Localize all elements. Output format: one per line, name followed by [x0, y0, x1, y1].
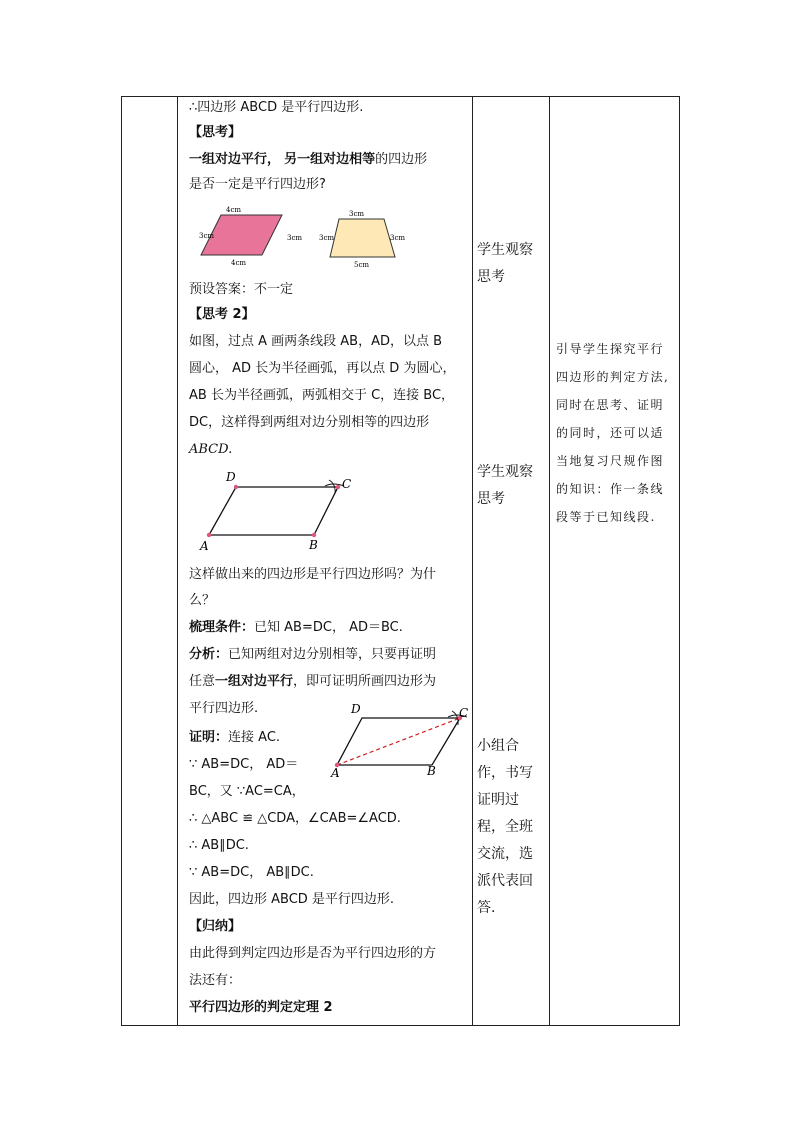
- activity-3-line: 派代表回: [477, 873, 533, 889]
- note-line: 引导学生探究平行: [556, 342, 665, 356]
- activity-2-line: 学生观察: [477, 464, 533, 480]
- label-d: D: [226, 472, 236, 484]
- note-line: 当地复习尺规作图: [556, 454, 665, 468]
- label-b: B: [427, 764, 436, 778]
- para-bottom-label: 4cm: [231, 259, 247, 267]
- point-b: [312, 533, 316, 537]
- analysis-text: 已知两组对边分别相等，只要再证明: [228, 647, 437, 662]
- label-c: C: [459, 706, 469, 720]
- label-d: D: [351, 702, 361, 716]
- analysis-line: [189, 673, 436, 691]
- activity-1-line: 学生观察: [477, 242, 533, 258]
- parallelogram-abcd: [209, 487, 338, 535]
- proof-label: 证明：: [189, 730, 229, 745]
- point-a: [207, 533, 211, 537]
- construction-figure: [199, 472, 359, 554]
- activity-3-line: 交流，选: [477, 846, 533, 862]
- column-divider-2: [472, 97, 473, 1025]
- trap-top-label: 3cm: [349, 210, 365, 218]
- activity-3-line: 程，全班: [477, 819, 533, 835]
- think-2-line: ABCD.: [189, 442, 233, 457]
- proof-line: [189, 729, 280, 747]
- proof-line: 因此，四边形 ABCD 是平行四边形.: [189, 892, 395, 907]
- note-line: 同时在思考、证明: [556, 398, 665, 412]
- trap-bottom-label: 5cm: [354, 261, 370, 268]
- conditions-label: 梳理条件：: [189, 620, 255, 635]
- analysis-line: 平行四边形.: [189, 701, 259, 716]
- note-line: 的同时，还可以适: [556, 426, 665, 440]
- note-line: 段等于已知线段.: [556, 510, 656, 524]
- trap-right-label: 3cm: [390, 234, 406, 242]
- activity-3-line: 证明过: [477, 792, 519, 808]
- activity-3-line: 答.: [477, 900, 496, 916]
- conclusion-line: ∴四边形 ABCD 是平行四边形.: [189, 100, 364, 115]
- theorem-title: 平行四边形的判定定理 2: [189, 1000, 333, 1015]
- para-top-label: 4cm: [226, 206, 242, 214]
- point-c: [336, 485, 340, 489]
- conditions-line: [189, 619, 403, 637]
- proof-line: ∴ AB∥DC.: [189, 838, 249, 853]
- summary-line: 法还有：: [189, 973, 242, 988]
- proof-line: ∵ AB=DC， AB∥DC.: [189, 865, 314, 880]
- summary-title: 【归纳】: [189, 919, 242, 934]
- activity-3-line: 作，书写: [477, 765, 533, 781]
- think-1-title: 【思考】: [189, 125, 242, 140]
- note-line: 的知识：作一条线: [556, 482, 665, 496]
- think-1-question: [189, 151, 427, 169]
- activity-3-line: 小组合: [477, 738, 519, 754]
- think-2-line: DC，这样得到两组对边分别相等的四边形: [189, 415, 430, 430]
- think-2-line: 如图，过点 A 画两条线段 AB，AD，以点 B: [189, 334, 443, 349]
- proof-line: ∴ △ABC ≌ △CDA，∠CAB=∠ACD.: [189, 811, 401, 826]
- preset-answer: 预设答案：不一定: [189, 282, 294, 297]
- analysis-label: 分析：: [189, 647, 229, 662]
- label-b: B: [309, 538, 318, 552]
- summary-line: 由此得到判定四边形是否为平行四边形的方: [189, 946, 437, 961]
- trapezoid-shape: [330, 219, 395, 257]
- think-2-line: 圆心， AD 长为半径画弧，再以点 D 为圆心，: [189, 361, 456, 376]
- question-line: 么？: [189, 593, 216, 608]
- para-right-label: 3cm: [287, 234, 303, 242]
- column-divider-1: [177, 97, 178, 1025]
- shapes-figure: [199, 206, 419, 268]
- activity-2-line: 思考: [477, 491, 505, 507]
- analysis-pre: 任意: [189, 674, 216, 689]
- analysis-line: [189, 646, 436, 664]
- label-c: C: [342, 477, 352, 491]
- para-left-label: 3cm: [199, 232, 215, 240]
- column-divider-3: [549, 97, 550, 1025]
- note-line: 四边形的判定方法,: [556, 370, 670, 384]
- label-a: A: [331, 766, 340, 780]
- proof-line: ∵ AB=DC， AD＝: [189, 757, 299, 772]
- think-1-question-line2: 是否一定是平行四边形?: [189, 177, 326, 192]
- proof-first: 连接 AC.: [228, 730, 281, 745]
- think-2-title: 【思考 2】: [189, 307, 255, 322]
- question-bold-b: 另一组对边相等: [284, 152, 376, 167]
- diagonal-ac: [337, 718, 460, 765]
- analysis-post: ，即可证明所画四边形为: [293, 674, 437, 689]
- trap-left-label: 3cm: [319, 234, 335, 242]
- question-tail: 的四边形: [375, 152, 428, 167]
- question-line: 这样做出来的四边形是平行四边形吗？为什: [189, 567, 437, 582]
- question-bold-a: 一组对边平行，: [189, 152, 281, 167]
- teaching-content-column: [189, 96, 469, 1026]
- analysis-bold: 一组对边平行: [215, 674, 294, 689]
- label-a: A: [200, 539, 209, 553]
- proof-figure: [327, 701, 477, 783]
- activity-1-line: 思考: [477, 269, 505, 285]
- proof-line: BC，又 ∵AC=CA，: [189, 784, 305, 799]
- think-2-line: AB 长为半径画弧，两弧相交于 C，连接 BC，: [189, 388, 455, 403]
- point-d: [234, 485, 238, 489]
- conditions-text: 已知 AB=DC， AD＝BC.: [254, 620, 403, 635]
